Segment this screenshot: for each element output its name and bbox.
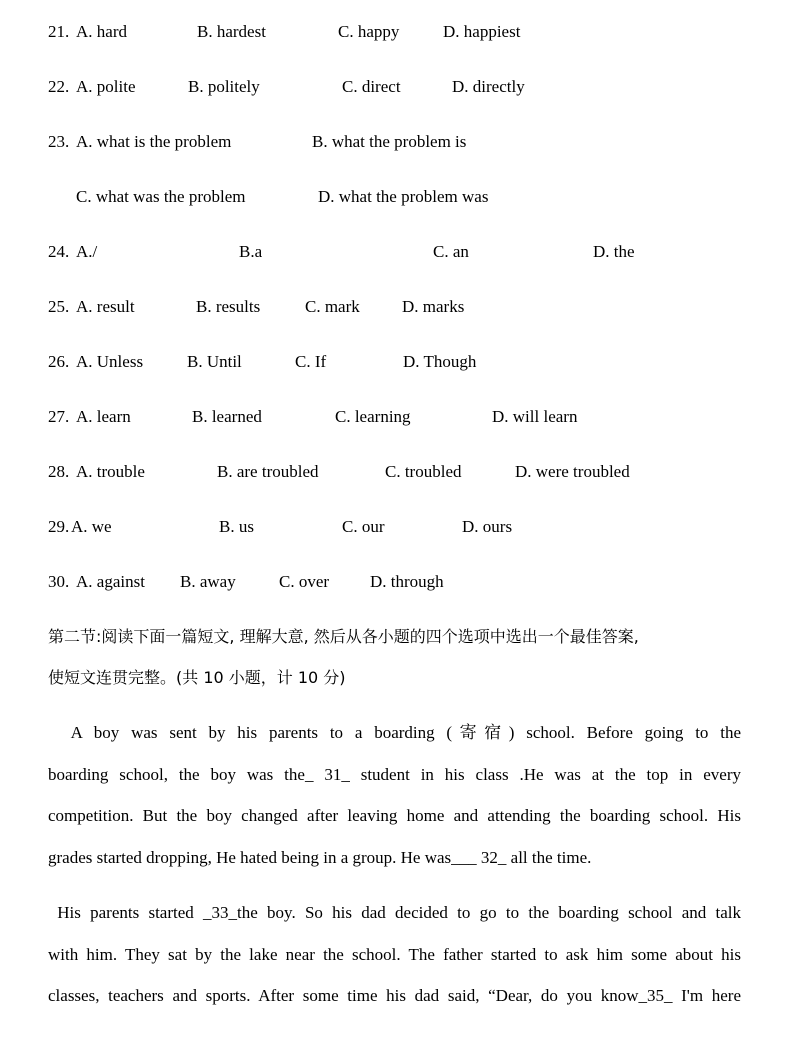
question-number: 22. (48, 77, 70, 96)
option-b: B. politely (188, 77, 260, 96)
question-number: 26. (48, 352, 70, 371)
question-number: 25. (48, 297, 70, 316)
passage-line: His parents started _33_the boy. So his dad decided to go to the boarding school and talk (48, 903, 741, 922)
option-d: D. happiest (443, 22, 521, 41)
question-26 (0, 350, 790, 374)
option-a: A. result (76, 297, 135, 316)
option-d: D. what the problem was (318, 187, 489, 206)
option-b: B. learned (192, 407, 262, 426)
question-29 (0, 515, 790, 539)
question-21 (0, 20, 790, 44)
option-b: B.a (239, 242, 263, 261)
question-24 (0, 240, 790, 264)
question-25 (0, 295, 790, 319)
option-d: D. the (593, 242, 635, 261)
option-c: C. an (433, 242, 469, 261)
question-number: 27. (48, 407, 70, 426)
option-d: D. Though (403, 352, 477, 371)
option-c: C. If (295, 352, 327, 371)
option-d: D. directly (452, 77, 525, 96)
question-28 (0, 460, 790, 484)
option-a: A. we (71, 517, 112, 536)
option-a: A. what is the problem (76, 132, 232, 151)
question-number: 30. (48, 572, 70, 591)
option-d: D. marks (402, 297, 465, 316)
option-d: D. were troubled (515, 462, 630, 481)
option-d: D. through (370, 572, 444, 591)
passage-line: classes, teachers and sports. After some time his dad said, “Dear, do you know_35_ I'm here (48, 986, 741, 1005)
passage-line: with him. They sat by the lake near the school. The father started to ask him some about his (48, 945, 741, 964)
option-c: C. direct (342, 77, 401, 96)
question-number: 24. (48, 242, 70, 261)
option-c: C. happy (338, 22, 400, 41)
question-number: 23. (48, 132, 70, 151)
question-number: 28. (48, 462, 70, 481)
option-a: A. against (76, 572, 145, 591)
option-b: B. hardest (197, 22, 266, 41)
section-instructions-line-1: 第二节:阅读下面一篇短文, 理解大意, 然后从各小题的四个选项中选出一个最佳答案, (48, 627, 639, 646)
passage-line: competition. But the boy changed after leaving home and attending the boarding school. His (48, 806, 741, 825)
option-b: B. what the problem is (312, 132, 467, 151)
option-b: B. results (196, 297, 261, 316)
section-instructions-line-2: 使短文连贯完整。(共 10 小题，计 10 分) (48, 668, 346, 687)
option-a: A. polite (76, 77, 136, 96)
question-number: 29. (48, 517, 70, 536)
option-a: A. hard (76, 22, 127, 41)
option-c: C. over (279, 572, 330, 591)
option-a: A. trouble (76, 462, 145, 481)
option-c: C. troubled (385, 462, 462, 481)
option-b: B. Until (187, 352, 242, 371)
option-a: A./ (76, 242, 98, 261)
option-a: A. Unless (76, 352, 144, 371)
question-23-continued (0, 185, 790, 209)
option-a: A. learn (76, 407, 131, 426)
passage-line: boarding school, the boy was the_ 31_ student in his class .He was at the top in every (48, 765, 741, 784)
passage-line: A boy was sent by his parents to a boarding (寄宿) school. Before going to the (48, 723, 741, 742)
option-b: B. away (180, 572, 236, 591)
option-c: C. learning (335, 407, 411, 426)
question-number: 21. (48, 22, 70, 41)
option-c: C. mark (305, 297, 360, 316)
question-22 (0, 75, 790, 99)
question-30 (0, 570, 790, 594)
option-c: C. our (342, 517, 385, 536)
option-d: D. will learn (492, 407, 578, 426)
question-23 (0, 130, 790, 154)
option-b: B. us (219, 517, 254, 536)
passage-line: grades started dropping, He hated being in a group. He was___ 32_ all the time. (48, 848, 592, 867)
question-27 (0, 405, 790, 429)
option-c: C. what was the problem (76, 187, 246, 206)
option-d: D. ours (462, 517, 513, 536)
option-b: B. are troubled (217, 462, 319, 481)
